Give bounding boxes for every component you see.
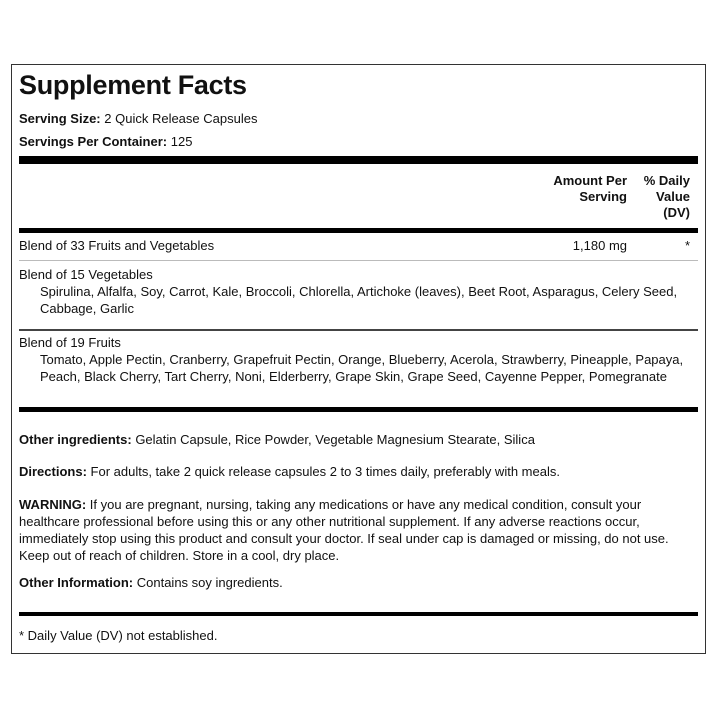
row-name: Blend of 15 Vegetables <box>19 267 153 282</box>
dv-header: % Daily Value (DV) <box>643 173 690 220</box>
row-name: Blend of 19 Fruits <box>19 335 121 350</box>
value: If you are pregnant, nursing, taking any medications or have any medical condition, consult your healthcare professional before using this or any other nutritional supplement. If any adverse reactions occur, immediately stop using this product and consult your doctor. If seal under cap is damaged or missing, do not use. Keep out of reach of children. Store in a cool, dry place. <box>19 497 669 563</box>
supplement-facts-panel <box>11 64 706 654</box>
row-amount: 1,180 mg <box>572 238 627 253</box>
label: Directions: <box>19 464 87 479</box>
label: WARNING: <box>19 497 87 512</box>
row-detail: Spirulina, Alfalfa, Soy, Carrot, Kale, Broccoli, Chlorella, Artichoke (leaves), Beet Root, Asparagus, Celery Seed, Cabbage, Garlic <box>40 284 678 316</box>
divider-thin <box>19 260 698 261</box>
warning <box>19 496 691 564</box>
servings-value: 125 <box>170 134 193 149</box>
other-information <box>19 574 691 591</box>
serving-size <box>19 111 698 126</box>
directions <box>19 463 691 480</box>
servings-label: Servings Per Container: <box>19 134 168 149</box>
serving-size-value: 2 Quick Release Capsules <box>104 111 258 126</box>
divider-medium <box>19 228 698 233</box>
serving-size-label: Serving Size: <box>19 111 101 126</box>
servings-per-container <box>19 134 698 149</box>
row-name: Blend of 33 Fruits and Vegetables <box>19 238 215 253</box>
divider-medium <box>19 612 698 616</box>
value: Gelatin Capsule, Rice Powder, Vegetable Magnesium Stearate, Silica <box>135 432 535 447</box>
fruit-blend <box>19 334 691 385</box>
amount-header: Amount Per Serving <box>553 173 627 204</box>
row-detail: Tomato, Apple Pectin, Cranberry, Grapefruit Pectin, Orange, Blueberry, Acerola, Strawberry, Pineapple, Papaya, Peach, Black Cherry, Tart Cherry, Noni, Elderberry, Grape Skin, Grape Seed, Cayenne Pepper, Pomegranate <box>40 352 684 384</box>
divider-medium <box>19 407 698 412</box>
label: Other Information: <box>19 575 134 590</box>
row-dv: * <box>684 238 690 253</box>
vegetable-blend <box>19 266 691 317</box>
panel-title: Supplement Facts <box>19 70 247 100</box>
other-ingredients <box>19 431 691 448</box>
divider-thin <box>19 329 698 331</box>
divider-thick <box>19 156 698 164</box>
value: For adults, take 2 quick release capsules 2 to 3 times daily, preferably with meals. <box>90 464 560 479</box>
footnote: * Daily Value (DV) not established. <box>19 628 218 643</box>
label: Other ingredients: <box>19 432 132 447</box>
value: Contains soy ingredients. <box>136 575 283 590</box>
